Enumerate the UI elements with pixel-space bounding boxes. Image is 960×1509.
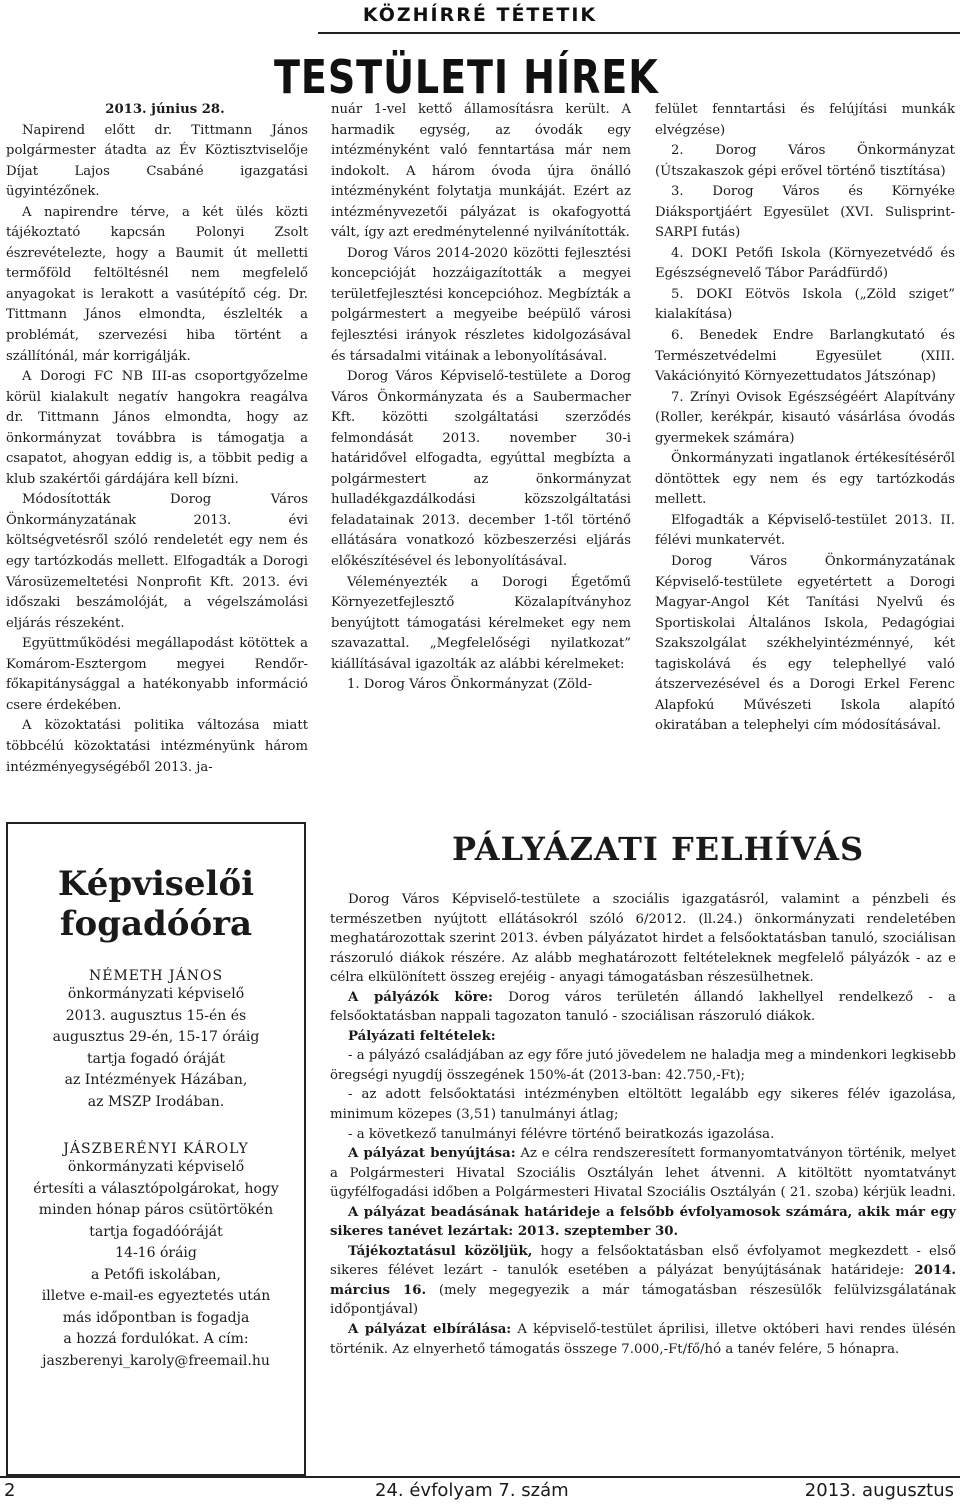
top-divider — [318, 32, 960, 34]
list-item: 3. Dorog Város és Környéke Diáksportjáért Egyesület (XVI. Sulisprint-SARPI futás) — [655, 184, 955, 241]
paragraph: Módosították Dorog Város Önkormányzatának 2013. évi költségvetésről szóló rendeletét egy nem és egy tartózkodás mellett. Elfogadták a Dorogi Városüzemeltetési Nonprofit Kft. 2013. évi időszaki beszámolóját, a végelszámolási eljárás részeként. — [6, 492, 308, 631]
representative-name: JÁSZBERÉNYI KÁROLY — [63, 1141, 249, 1157]
list-item: 7. Zrínyi Ovisok Egészségéért Alapítvány (Roller, kerékpár, kisautó vásárlása óvodás gyermekek számára) — [655, 389, 955, 446]
call-title: PÁLYÁZATI FELHÍVÁS — [452, 830, 865, 868]
box-line: önkormányzati képviselő — [67, 986, 245, 1002]
paragraph: A napirendre térve, a két ülés közti tájékoztató kapcsán Polonyi Zsolt észrevételezte, hogy a Baumit út melletti termőföld feltöltésnél nem megfelelő anyagokat is lerakott a vasútépítő cég. Dr. Tittmann János elmondta, észlelték a problémát, szervezési hiba történt a szállítónál, már korrigálják. — [6, 204, 308, 364]
issue-date: 2013. augusztus — [804, 1480, 954, 1501]
list-item: 4. DOKI Petőfi Iskola (Környezetvédő és Egészségnevelő Tábor Parádfürdő) — [655, 245, 955, 282]
condition-item: - a pályázó családjában az egy főre jutó jövedelem ne haladja meg a mindenkori legkisebb öregségi nyugdíj összegének 150%-át (2013-ban: 42.750,-Ft); — [330, 1048, 956, 1083]
paragraph — [330, 988, 956, 1027]
label: Tájékoztatásul közöljük, — [348, 1243, 533, 1259]
box-title — [8, 864, 304, 944]
paragraph: A közoktatási politika változása miatt többcélú közoktatási intézményünk három intézményegységéből 2013. ja- — [6, 718, 308, 775]
paragraph: Dorog Város Képviselő-testülete a Dorog Város Önkormányzata és a Saubermacher Kft. közötti szolgáltatási szerződés felmondását 2013. november 30-i határidővel elfogadta, egyúttal megbízta a polgármestert az önkormányzat hulladékgazdálkodási közszolgáltatási feladatainak 2013. december 1-től történő ellátására vonatkozó közbeszerzési eljárás előkészítésével és lebonyolításával. — [331, 369, 631, 570]
box-line: értesíti a választópolgárokat, hogy — [33, 1180, 279, 1197]
bottom-divider — [0, 1476, 960, 1478]
box-line: a Petőfi iskolában, — [91, 1266, 221, 1283]
box-line: illetve e-mail-es egyeztetés után — [41, 1288, 271, 1304]
box-title-line1: Képviselői — [57, 864, 255, 904]
spacer — [8, 1113, 304, 1135]
paragraph: Önkormányzati ingatlanok értékesítéséről döntöttek egy nem és egy tartózkodás mellett. — [655, 451, 955, 508]
paragraph: Napirend előtt dr. Tittmann János polgármester átadta az Év Köztisztviselője Díjat Lajos Csabáné igazgatási ügyintézőnek. — [6, 122, 308, 200]
representative-name: NÉMETH JÁNOS — [88, 968, 224, 984]
page-headline: TESTÜLETI HÍREK — [274, 50, 659, 104]
column-2 — [331, 100, 631, 696]
meeting-date: 2013. június 28. — [105, 102, 225, 117]
paragraph: Együttműködési megállapodást kötöttek a Komárom-Esztergom megyei Rendőr-főkapitánysággal a hatékonyabb információ csere érdekében. — [6, 636, 308, 713]
deadline-text: A pályázat beadásának határideje a felsőbb évfolyamosok számára, akik már egy sikeres tanévet lezártak: 2013. szeptember 30. — [330, 1204, 956, 1240]
condition-item: - az adott felsőoktatási intézményben eltöltött legalább egy sikeres félév igazolása, minimum közepes (3,51) tanulmányi átlag; — [330, 1087, 956, 1123]
box-line: tartja fogadóóráját — [89, 1223, 223, 1240]
text: (mely megegyezik a már támogatásban részesülők felülvizsgálatának időpontjával) — [330, 1282, 956, 1318]
paragraph — [330, 1320, 956, 1359]
paragraph: Dorog Város Képviselő-testülete a szociális igazgatásról, valamint a pénzbeli és természetben nyújtott ellátásokról szóló 6/2012. (ll.24.) önkormányzati rendeletében meghatározottak szerint 2013. évben pályázatot hirdet a felsőoktatásban tanuló, szociálisan rászoruló diákok részére. Az alább meghatározott feltételeknek megfelelő pályázók - az e célra elkülönített összeg erejéig - anyagi támogatásban részesülhetnek. — [330, 892, 956, 986]
box-line: más időpontban is fogadja — [62, 1309, 250, 1326]
label: A pályázat benyújtása: — [348, 1146, 516, 1162]
column-3 — [655, 100, 955, 737]
box-line: az MSZP Irodában. — [87, 1093, 225, 1110]
paragraph: Dorog Város 2014-2020 közötti fejlesztési koncepcióját hozzáigazították a megyei területfejlesztési koncepcióhoz. Megbízták a polgármestert a megyeibe beépülő városi fejlesztési irányok részletes kidolgozásával és társadalmi vitáinak a lebonyolításával. — [331, 245, 631, 364]
office-hours-box — [6, 822, 306, 1476]
paragraph: 1. Dorog Város Önkormányzat (Zöld- — [347, 677, 593, 693]
text: Az e célra rendszeresített formanyomtatványon történik, melyet a Polgármesteri Hivatal Szociális Osztályán lehet átvenni. A kitöltött nyomtatványt ügyfélfogadási időben a Polgármesteri Hivatal Szociális Osztályán ( 21. szoba) kérjük leadni. — [330, 1146, 956, 1201]
label: A pályázat elbírálása: — [348, 1322, 512, 1338]
paragraph — [330, 1027, 956, 1047]
deadline-date: 2014. március 16. — [330, 1263, 956, 1298]
box-line: önkormányzati képviselő — [67, 1159, 245, 1175]
paragraph: Véleményezték a Dorogi Égetőmű Környezetfejlesztő Közalapítványhoz benyújtott támogatási kérelmeket egy nem szavazattal. „Megfelelőségi nyilatkozat” kiállításával igazolták az alábbi kérelmeket: — [331, 574, 631, 672]
condition-item: - a következő tanulmányi félévre történő beiratkozás igazolása. — [348, 1126, 775, 1142]
paragraph: Dorog Város Önkormányzatának Képviselő-testülete egyetértett a Dorogi Magyar-Angol Két Tanítási Nyelvű és Sportiskolai Általános Iskola, Pedagógiai Szakszolgálat székhelyintézménnyé, két tagiskolává és egy telephellyé való átszervezésével és a Dorogi Erkel Ferenc Alapfokú Művészeti Iskola alapító okiratában a telephelyi cím módosításával. — [655, 554, 955, 734]
paragraph: A Dorogi FC NB III-as csoportgyőzelme körül kialakult negatív hangokra reagálva dr. Tittmann János elmondta, hogy az önkormányzat továbbra is támogatja a csapatot, ahogyan eddig is, a többit pedig a klub szakértői gárdájára kell bízni. — [6, 369, 308, 487]
box-line: az Intézmények Házában, — [64, 1072, 248, 1088]
box-line: 2013. augusztus 15-én és — [65, 1007, 247, 1024]
call-body — [330, 890, 956, 1359]
section-label: KÖZHÍRRÉ TÉTETIK — [362, 4, 598, 26]
box-line: tartja fogadó óráját — [87, 1050, 225, 1067]
box-line: minden hónap páros csütörtökén — [38, 1202, 274, 1218]
text: hogy a felsőoktatásban első évfolyamot megkezdett - első sikeres félévet lezárt - tanulók esetében a pályázat benyújtásának határideje: — [330, 1243, 956, 1279]
box-line: 14-16 óráig — [115, 1245, 197, 1261]
text: Dorog város területén állandó lakhellyel rendelkező - a felsőoktatásban nappali tagozaton tanuló - szociálisan rászoruló diákok. — [330, 989, 956, 1025]
page-number: 2 — [4, 1480, 16, 1501]
paragraph: felület fenntartási és felújítási munkák elvégzése) — [655, 102, 955, 138]
box-title-line2: fogadóóra — [59, 904, 253, 944]
list-item: 2. Dorog Város Önkormányzat (Útszakaszok gépi erővel történő tisztítása) — [655, 143, 955, 179]
issue-label: 24. évfolyam 7. szám — [375, 1480, 569, 1501]
paragraph: nuár 1-vel kettő államosításra került. A harmadik egység, az óvodák egy intézményként való fenntartása már nem indokolt. A három óvoda újra önálló intézményként folytatja munkáját. Ezért az intézményvezetői pályázat is okafogyottá vált, így azt eredménytelenné nyilvánították. — [331, 102, 631, 241]
column-1 — [6, 100, 308, 778]
label: A pályázók köre: — [348, 989, 493, 1005]
paragraph: Elfogadták a Képviselő-testület 2013. II. félévi munkatervét. — [655, 512, 955, 549]
contact-email: jaszberenyi_karoly@freemail.hu — [42, 1352, 270, 1369]
list-item: 5. DOKI Eötvös Iskola („Zöld sziget” kialakítása) — [655, 286, 955, 323]
list-item: 6. Benedek Endre Barlangkutató és Természetvédelmi Egyesület (XIII. Vakációnyitó Környezettudatos Játszónap) — [655, 328, 955, 385]
paragraph — [330, 1144, 956, 1203]
label: Pályázati feltételek: — [348, 1028, 496, 1044]
box-line: augusztus 29-én, 15-17 óráig — [52, 1029, 260, 1045]
deadline — [330, 1203, 956, 1242]
box-line: a hozzá fordulókat. A cím: — [63, 1331, 249, 1347]
paragraph — [330, 1242, 956, 1320]
text: A képviselő-testület áprilisi, illetve októberi havi rendes ülésén történik. Az elnyerhető támogatás összege 7.000,-Ft/fő/hó a tanév felére, 5 hónapra. — [330, 1322, 956, 1357]
